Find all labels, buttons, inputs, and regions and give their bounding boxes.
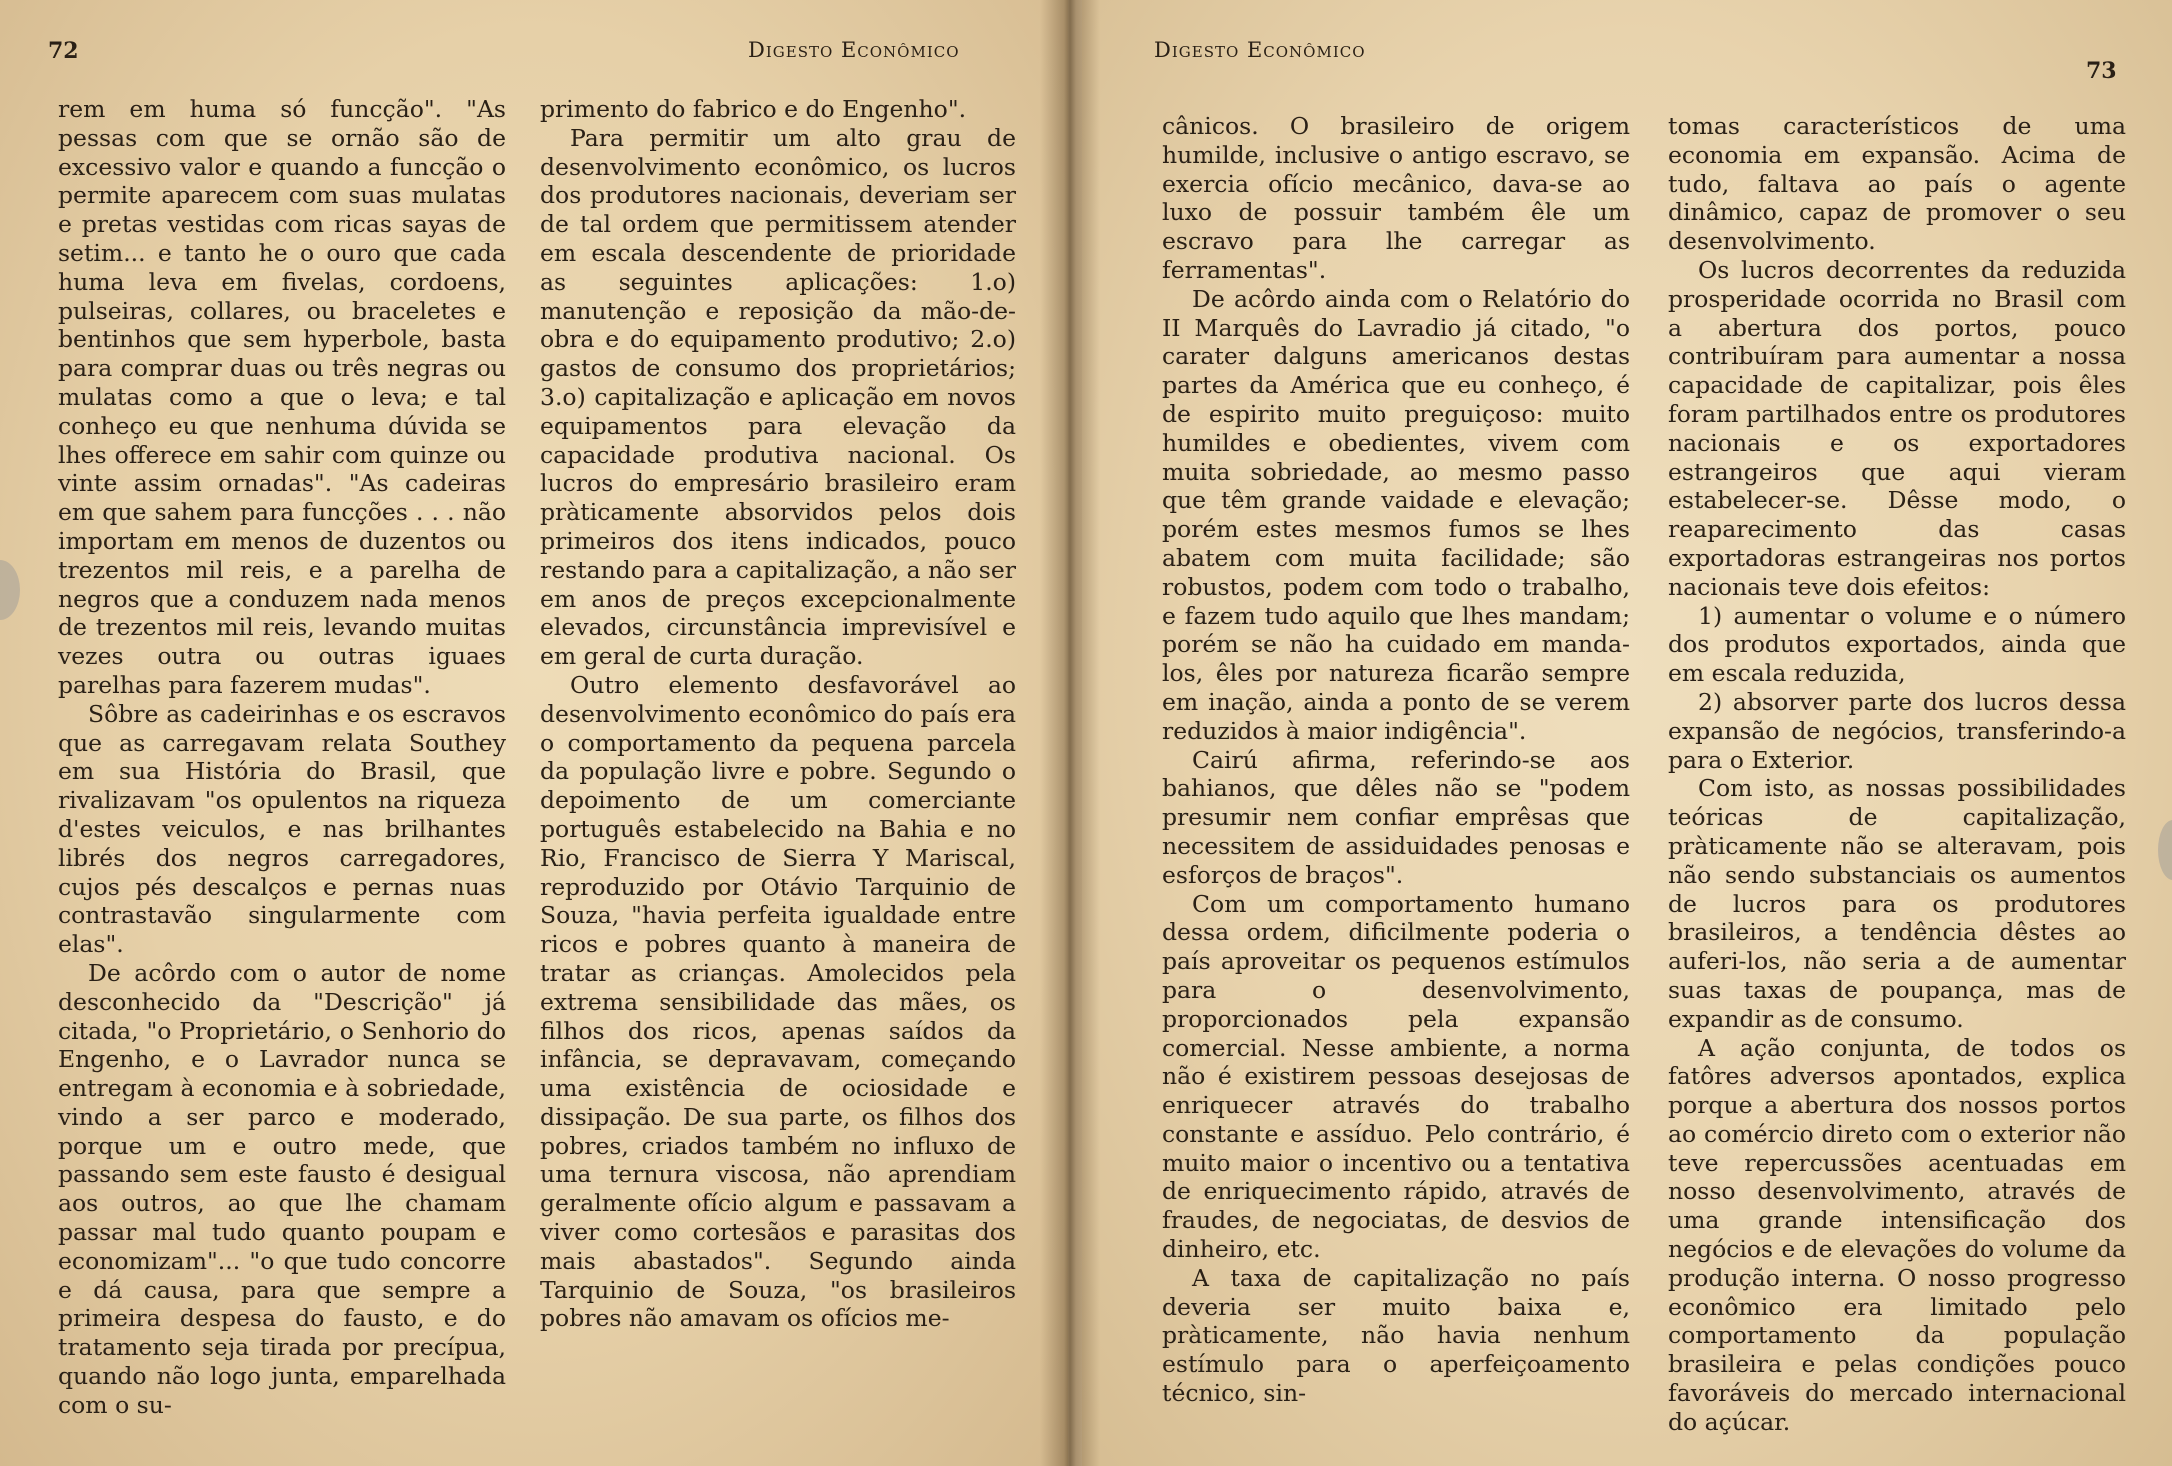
paragraph: Os lucros decorrentes da reduzida prosperidade ocorrida no Brasil com a abertura dos portos, pouco contribuíram para aumentar a nossa capacidade de capitalizar, pois êles foram partilhados entre os produtores nacionais e os exportadores estrangeiros que aqui vieram estabelecer-se. Dêsse modo, o reaparecimento das casas exportadoras estrangeiras nos portos nacionais teve dois efeitos: bbox=[1668, 255, 2126, 601]
left-column-1 bbox=[58, 95, 506, 1420]
running-header-right: Digesto Econômico bbox=[1154, 38, 1366, 62]
paragraph: Cairú afirma, referindo-se aos bahianos, que dêles não se "podem presumir nem confiar emprêsas que necessitem de assiduidades penosas e esforços de braços". bbox=[1162, 745, 1630, 889]
page-edge-stain bbox=[2158, 820, 2172, 880]
page-number-right: 73 bbox=[2086, 58, 2117, 84]
paragraph: cânicos. O brasileiro de origem humilde, inclusive o antigo escravo, se exercia ofício mecânico, dava-se ao luxo de possuir também êle um escravo para lhe carregar as ferramentas". bbox=[1162, 112, 1630, 284]
right-page bbox=[1082, 0, 2172, 1466]
paragraph: De acôrdo ainda com o Relatório do II Marquês do Lavradio já citado, "o carater dalguns americanos destas partes da América que eu conheço, é de espirito muito preguiçoso: muito humildes e obedientes, vivem com muita sobriedade, ao mesmo passo que têm grande vaidade e elevação; porém estes mesmos fumos se lhes abatem com muita facilidade; são robustos, podem com todo o trabalho, e fazem tudo aquilo que lhes mandam; porém se não ha cuidado em manda-los, êles por natureza ficarão sempre em inação, ainda a ponto de se verem reduzidos à maior indigência". bbox=[1162, 284, 1630, 745]
paragraph: A ação conjunta, de todos os fatôres adversos apontados, explica porque a abertura dos nossos portos ao comércio direto com o exterior não teve repercussões acentuadas em nosso desenvolvimento, através de uma grande intensificação dos negócios e de elevações do volume da produção interna. O nosso progresso econômico era limitado pelo comportamento da população brasileira e pelas condições pouco favoráveis do mercado internacional do açúcar. bbox=[1668, 1033, 2126, 1436]
paragraph: Com um comportamento humano dessa ordem, dificilmente poderia o país aproveitar os pequenos estímulos para o desenvolvimento, proporcionados pela expansão comercial. Nesse ambiente, a norma não é existirem pessoas desejosas de enriquecer através do trabalho constante e assíduo. Pelo contrário, é muito maior o incentivo ou a tentativa de enriquecimento rápido, através de fraudes, de negociatas, de desvios de dinheiro, etc. bbox=[1162, 889, 1630, 1264]
paragraph: tomas característicos de uma economia em expansão. Acima de tudo, faltava ao país o agente dinâmico, capaz de promover o seu desenvolvimento. bbox=[1668, 112, 2126, 256]
book-gutter bbox=[1040, 0, 1100, 1466]
left-column-2 bbox=[540, 95, 1016, 1333]
paragraph: Para permitir um alto grau de desenvolvimento econômico, os lucros dos produtores nacionais, deveriam ser de tal ordem que permitissem atender em escala descendente de prioridade as seguintes aplicações: 1.o) manutenção e reposição da mão-de-obra e do equipamento produtivo; 2.o) gastos de consumo dos proprietários; 3.o) capitalização e aplicação em novos equipamentos para elevação da capacidade produtiva nacional. Os lucros do empresário brasileiro eram pràticamente absorvidos pelos dois primeiros dos itens indicados, pouco restando para a capitalização, a não ser em anos de preços excepcionalmente elevados, circunstância imprevisível e em geral de curta duração. bbox=[540, 123, 1017, 671]
right-column-2 bbox=[1668, 112, 2126, 1437]
paragraph: rem em huma só funcção". "As pessas com que se ornão são de excessivo valor e quando a funcção o permite aparecem com suas mulatas e pretas vestidas com ricas sayas de setim... e tanto he o ouro que cada huma leva em fivelas, cordoens, pulseiras, collares, ou braceletes e bentinhos que sem hyperbole, basta para comprar duas ou três negras ou mulatas como a que o leva; e tal conheço eu que nenhuma dúvida se lhes offerece em sahir com quinze ou vinte assim ornadas". "As cadeiras em que sahem para funcções . . . não importam em menos de duzentos ou trezentos mil reis, e a parelha de negros que a conduzem nada menos de trezentos mil reis, levando muitas vezes outra ou outras iguaes parelhas para fazerem mudas". bbox=[58, 95, 506, 699]
paragraph: Com isto, as nossas possibilidades teóricas de capitalização, pràticamente não se alteravam, pois não sendo substanciais os aumentos de lucros para os produtores brasileiros, a tendência dêstes ao auferi-los, não seria a de aumentar suas taxas de poupança, mas de expandir as de consumo. bbox=[1668, 774, 2126, 1033]
page-number-left: 72 bbox=[48, 38, 79, 64]
left-page bbox=[0, 0, 1068, 1466]
right-column-1 bbox=[1162, 112, 1630, 1408]
running-header-left: Digesto Econômico bbox=[748, 38, 960, 62]
paragraph: Outro elemento desfavorável ao desenvolvimento econômico do país era o comportamento da pequena parcela da população livre e pobre. Segundo o depoimento de um comerciante português estabelecido na Bahia e no Rio, Francisco de Sierra Y Mariscal, reproduzido por Otávio Tarquinio de Souza, "havia perfeita igualdade entre ricos e pobres quanto à maneira de tratar as crianças. Amolecidos pela extrema sensibilidade das mães, os filhos dos ricos, apenas saídos da infância, se depravavam, começando uma existência de ociosidade e dissipação. De sua parte, os filhos dos pobres, criados também no influxo de uma ternura viscosa, não aprendiam geralmente ofício algum e passavam a viver como cortesãos e parasitas dos mais abastados". Segundo ainda Tarquinio de Souza, "os brasileiros pobres não amavam os ofícios me- bbox=[540, 670, 1016, 1333]
paragraph: Sôbre as cadeirinhas e os escravos que as carregavam relata Southey em sua História do Brasil, que rivalizavam "os opulentos na riqueza d'estes veiculos, e nas brilhantes librés dos negros carregadores, cujos pés descalços e pernas nuas contrastavão singularmente com elas". bbox=[58, 699, 506, 959]
paragraph: primento do fabrico e do Engenho". bbox=[540, 95, 967, 123]
list-item: 1) aumentar o volume e o número dos produtos exportados, ainda que em escala reduzida, bbox=[1668, 601, 2126, 688]
paragraph: A taxa de capitalização no país deveria ser muito baixa e, pràticamente, não havia nenhum estímulo para o aperfeiçoamento técnico, sin- bbox=[1162, 1263, 1630, 1408]
page-edge-stain bbox=[0, 560, 20, 620]
list-item: 2) absorver parte dos lucros dessa expansão de negócios, transferindo-a para o Exterior. bbox=[1668, 687, 2126, 774]
paragraph: De acôrdo com o autor de nome desconhecido da "Descrição" já citada, "o Proprietário, o Senhorio do Engenho, e o Lavrador nunca se entregam à economia e à sobriedade, vindo a ser parco e moderado, porque um e outro mede, que passando sem este fausto é desigual aos outros, ao que lhe chamam passar mal tudo quanto poupam e economizam"... "o que tudo concorre e dá causa, para que sempre a primeira despesa do fausto, e do tratamento seja tirada por precípua, quando não logo junta, emparelhada com o su- bbox=[58, 958, 506, 1419]
